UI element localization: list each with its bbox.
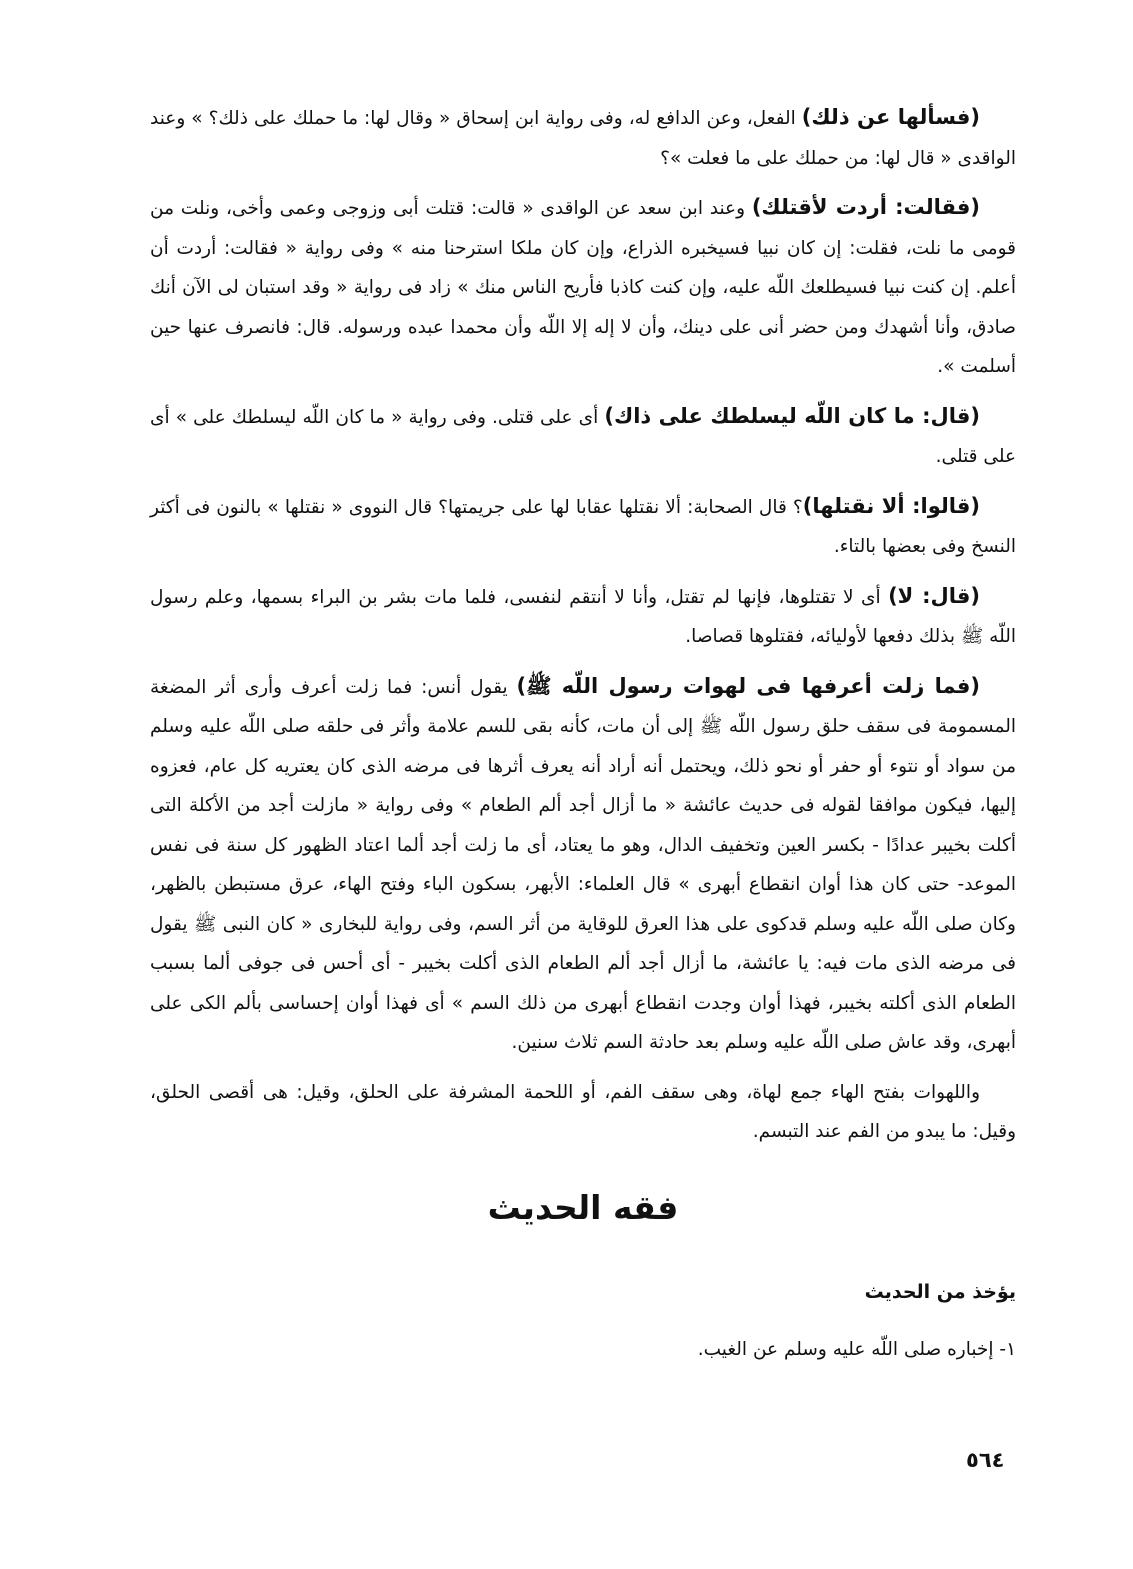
paragraph-1 <box>150 98 1016 178</box>
subheading: يؤخذ من الحديث <box>864 1280 1016 1303</box>
paragraph-5 <box>150 577 1016 657</box>
paragraph-text: أى لا تقتلوها، فإنها لم تقتل، وأنا لا أنتقم لنفسى، فلما مات بشر بن البراء بسمها، وعلم رسول اللّه ﷺ بذلك دفعها لأوليائه، فقتلوها قصاصا. <box>150 586 1016 647</box>
paragraph-text: واللهوات بفتح الهاء جمع لهاة، وهى سقف الفم، أو اللحمة المشرفة على الحلق، وقيل: هى أقصى الحلق، وقيل: ما يبدو من الفم عند التبسم. <box>150 1081 1016 1142</box>
paragraph-4 <box>150 487 1016 567</box>
paragraph-lead: (فما زلت أعرفها فى لهوات رسول اللّه ﷺ) <box>516 673 980 698</box>
paragraph-lead: (قالوا: ألا نقتلها) <box>802 493 980 518</box>
page-number: ٥٦٤ <box>966 1448 1005 1472</box>
paragraph-text: يقول أنس: فما زلت أعرف وأرى أثر المضغة المسمومة فى سقف حلق رسول اللّه ﷺ إلى أن مات، كأنه بقى للسم علامة وأثر فى حلقه صلى اللّه عليه وسلم من سواد أو نتوء أو حفر أو نحو ذلك، ويحتمل أنه أراد أنه يعرف أثرها فى مرضه الذى كان يعتريه كل عام، فعزوه إليها، فيكون موافقا لقوله فى حديث عائشة « ما أزال أجد ألم الطعام » وفى رواية « مازلت أجد من الأكلة التى أكلت بخيبر عدادًا - بكسر العين وتخفيف الدال، وهو ما يعتاد، أى ما زلت أجد ألما اعتاد الظهور كل سنة فى نفس الموعد- حتى كان هذا أوان انقطاع أبهرى » قال العلماء: الأبهر، بسكون الباء وفتح الهاء، عرق مستبطن بالظهر، وكان صلى اللّه عليه وسلم قدكوى على هذا العرق للوقاية من أثر السم، وفى رواية للبخارى « كان النبى ﷺ يقول فى مرضه الذى مات فيه: يا عائشة، ما أزال أجد ألم الطعام الذى أكلت بخيبر - أى أحس فى جوفى ألما بسبب الطعام الذى أكلته بخيبر، فهذا أوان وجدت انقطاع أبهرى من ذلك السم » أى فهذا أوان إحساسى بألم الكى على أبهرى، وقد عاش صلى اللّه عليه وسلم بعد حادثة السم ثلاث سنين. <box>150 676 1016 1053</box>
section-title: فقه الحديث <box>487 1187 679 1227</box>
paragraph-lead: (قال: ما كان اللّه ليسلطك على ذاك) <box>604 403 981 428</box>
paragraph-text: الفعل، وعن الدافع له، وفى رواية ابن إسحاق « وقال لها: ما حملك على ذلك؟ » وعند الواقدى « قال لها: من حملك على ما فعلت »؟ <box>150 108 1016 169</box>
page-body <box>150 98 1016 1538</box>
paragraph-text: أى على قتلى. وفى رواية « ما كان اللّه ليسلطك على » أى على قتلى. <box>150 406 1016 467</box>
paragraph-7 <box>150 1073 1016 1152</box>
paragraph-text: ؟ قال الصحابة: ألا نقتلها عقابا لها على جريمتها؟ قال النووى « نقتلها » بالنون فى أكثر النسخ وفى بعضها بالتاء. <box>150 496 1016 557</box>
list-item: ١- إخباره صلى اللّه عليه وسلم عن الغيب. <box>697 1338 1016 1360</box>
paragraph-6 <box>150 667 1016 1063</box>
paragraph-3 <box>150 397 1016 477</box>
paragraph-lead: (فسألها عن ذلك) <box>801 105 981 129</box>
paragraph-lead: (فقالت: أردت لأقتلك) <box>751 195 980 219</box>
paragraph-2 <box>150 188 1016 387</box>
paragraph-lead: (قال: لا) <box>888 583 980 608</box>
paragraph-text: وعند ابن سعد عن الواقدى « قالت: قتلت أبى وزوجى وعمى وأخى، ونلت من قومى ما نلت، فقلت: إن كان نبيا فسيخبره الذراع، وإن كان ملكا استرحنا منه » وفى رواية « فقالت: أردت أن أعلم. إن كنت نبيا فسيطلعك اللّه عليه، وإن كنت كاذبا فأريح الناس منك » زاد فى رواية « وقد استبان لى الآن أنك صادق، وأنا أشهدك ومن حضر أنى على دينك، وأن لا إله إلا اللّه وأن محمدا عبده ورسوله. قال: فانصرف عنها حين أسلمت ». <box>150 198 1016 377</box>
